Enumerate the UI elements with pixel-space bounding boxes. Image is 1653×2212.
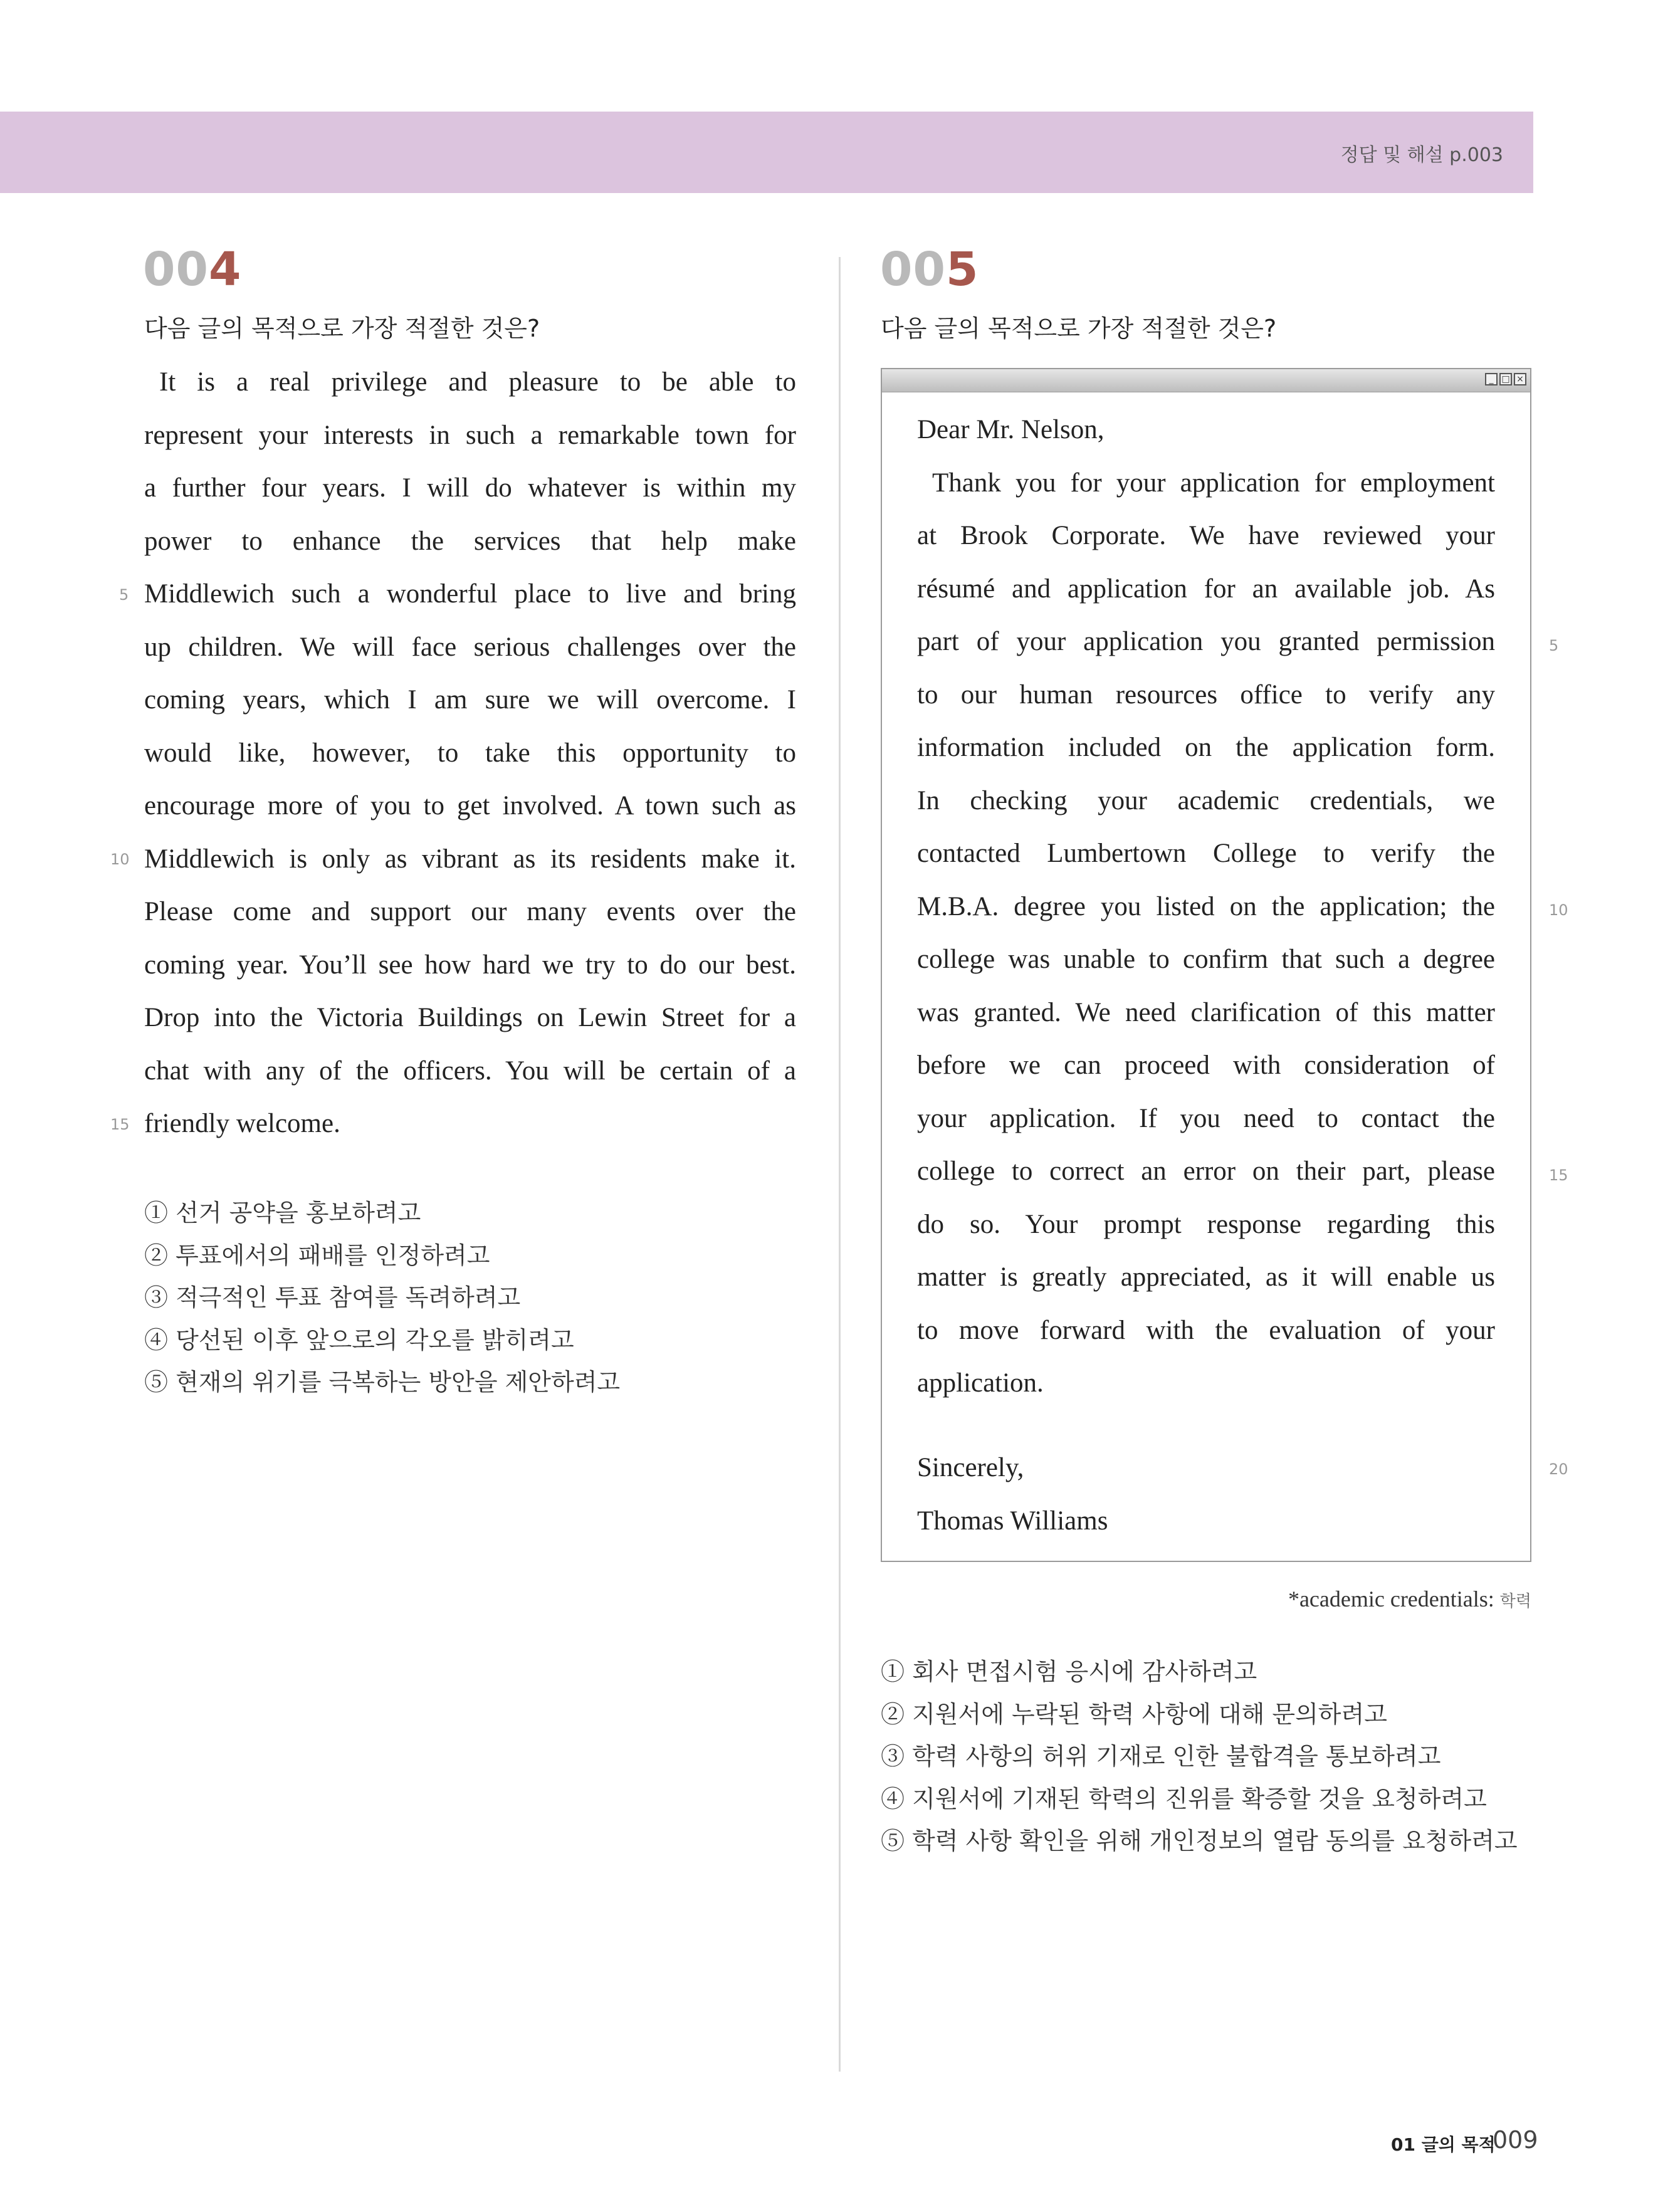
letter-line: contacted Lumbertown College to verify the (917, 839, 1495, 868)
question-prompt-004: 다음 글의 목적으로 가장 적절한 것은? (144, 315, 540, 342)
passage-line: It is a real privilege and pleasure to be able to (159, 367, 796, 397)
answer-option[interactable]: ⑤ 현재의 위기를 극복하는 방안을 제안하려고 (144, 1368, 621, 1396)
letter-line: M.B.A. degree you listed on the application; the (917, 891, 1495, 921)
line-number: 10 (1549, 901, 1568, 919)
passage-line: Please come and support our many events over the (144, 897, 796, 926)
passage-line: coming year. You’ll see how hard we try to do our best. (144, 950, 796, 980)
answer-option[interactable]: ③ 적극적인 투표 참여를 독려하려고 (144, 1284, 521, 1311)
footnote-meaning: 학력 (1499, 1592, 1531, 1611)
footnote-term: *academic credentials: (1288, 1586, 1494, 1612)
passage-line: chat with any of the officers. You will be certain of a (144, 1056, 796, 1086)
answer-option[interactable]: ② 지원서에 누락된 학력 사항에 대해 문의하려고 (881, 1700, 1387, 1728)
close-icon[interactable]: × (1514, 373, 1526, 385)
passage-004 (144, 356, 796, 1151)
letter-salutation: Dear Mr. Nelson, (917, 415, 1105, 444)
answer-option[interactable]: ③ 학력 사항의 허위 기재로 인한 불합격을 통보하려고 (881, 1743, 1441, 1770)
letter-signoff (917, 1442, 1495, 1548)
question-number-prefix: 00 (880, 243, 946, 296)
letter-line: part of your application you granted permission (917, 627, 1495, 656)
letter-line: before we can proceed with consideration of (917, 1051, 1495, 1080)
letter-line: In checking your academic credentials, we (917, 785, 1495, 815)
question-prompt-005: 다음 글의 목적으로 가장 적절한 것은? (881, 315, 1277, 342)
line-number: 15 (110, 1116, 130, 1133)
passage-line: up children. We will face serious challenges over the (144, 632, 796, 662)
letter-line: matter is greatly appreciated, as it will enable us (917, 1262, 1495, 1292)
question-number-004 (143, 243, 242, 296)
answer-option[interactable]: ② 투표에서의 패배를 인정하려고 (144, 1241, 490, 1269)
letter-line: your application. If you need to contact the (917, 1103, 1495, 1133)
letter-line: résumé and application for an available job. As (917, 574, 1495, 604)
letter-signature: Thomas Williams (917, 1506, 1108, 1536)
letter-line: college to correct an error on their part, please (917, 1156, 1495, 1186)
answer-options-004 (144, 1192, 620, 1404)
window-controls (1485, 373, 1526, 385)
question-number-005 (880, 243, 979, 296)
question-number-prefix: 00 (143, 243, 209, 296)
letter-line: was granted. We need clarification of this matter (917, 997, 1495, 1027)
letter-body (917, 404, 1495, 1410)
passage-line: friendly welcome. (144, 1109, 340, 1138)
letter-line: to our human resources office to verify any (917, 679, 1495, 710)
footnote (1288, 1586, 1531, 1612)
footer-section-title: 01 글의 목적 (1391, 2134, 1496, 2155)
column-divider (839, 257, 841, 2072)
minimize-icon[interactable]: _ (1485, 373, 1498, 385)
answer-option[interactable]: ① 회사 면접시험 응시에 감사하려고 (881, 1658, 1257, 1685)
letter-closing: Sincerely, (917, 1453, 1024, 1482)
passage-line: power to enhance the services that help make (144, 526, 796, 556)
line-number: 5 (1549, 637, 1559, 654)
letter-line: do so. Your prompt response regarding this (917, 1209, 1495, 1239)
answer-option[interactable]: ① 선거 공약을 홍보하려고 (144, 1199, 421, 1227)
letter-line: Thank you for your application for employment (932, 468, 1495, 498)
letter-line: at Brook Corporate. We have reviewed your (917, 521, 1495, 550)
passage-line: encourage more of you to get involved. A town such as (144, 791, 796, 820)
header-band (0, 112, 1533, 193)
question-number-digit: 4 (208, 243, 242, 296)
letter-line: to move forward with the evaluation of your (917, 1315, 1495, 1345)
letter-line: college was unable to confirm that such a degree (917, 945, 1495, 974)
letter-window-titlebar (882, 369, 1530, 392)
passage-line: Middlewich such a wonderful place to live and bring (144, 579, 796, 609)
page-number: 009 (1493, 2126, 1538, 2154)
line-number: 15 (1549, 1166, 1568, 1184)
passage-line: coming years, which I am sure we will overcome. I (144, 685, 796, 715)
maximize-icon[interactable]: □ (1499, 373, 1512, 385)
letter-line: information included on the application form. (917, 733, 1495, 762)
line-number: 20 (1549, 1460, 1568, 1478)
passage-line: Middlewich is only as vibrant as its residents make it. (144, 844, 796, 874)
answer-option[interactable]: ⑤ 학력 사항 확인을 위해 개인정보의 열람 동의를 요청하려고 (881, 1827, 1518, 1855)
line-number: 10 (110, 851, 130, 868)
answer-option[interactable]: ④ 지원서에 기재된 학력의 진위를 확증할 것을 요청하려고 (881, 1785, 1487, 1813)
question-number-digit: 5 (945, 243, 979, 296)
answer-reference: 정답 및 해설 p.003 (1340, 144, 1503, 166)
line-number: 5 (119, 586, 129, 604)
answer-options-005 (881, 1651, 1518, 1863)
passage-line: represent your interests in such a remarkable town for (144, 420, 796, 450)
letter-line: application. (917, 1368, 1044, 1398)
passage-line: a further four years. I will do whatever is within my (144, 473, 796, 503)
answer-option[interactable]: ④ 당선된 이후 앞으로의 각오를 밝히려고 (144, 1326, 574, 1354)
passage-line: Drop into the Victoria Buildings on Lewin Street for a (144, 1003, 796, 1032)
passage-line: would like, however, to take this opportunity to (144, 738, 796, 768)
